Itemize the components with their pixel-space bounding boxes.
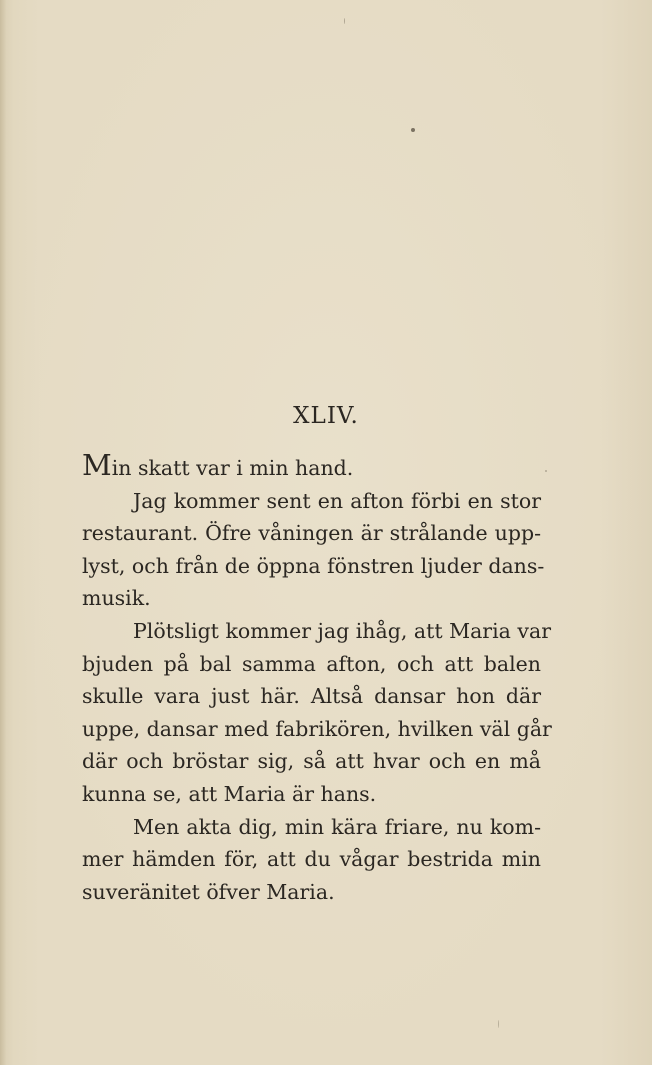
page-spine-edge — [0, 0, 6, 1065]
text-line: bjuden på bal samma afton, och att balen — [82, 651, 541, 676]
text-line: uppe, dansar med fabrikören, hvilken väl går — [82, 716, 552, 741]
paper-speck — [545, 470, 547, 472]
text-line: Jag kommer sent en afton förbi en stor — [133, 488, 541, 513]
text-line: lyst, och från de öppna fönstren ljuder dans- — [82, 553, 545, 578]
body-text — [82, 448, 552, 908]
text-line: musik. — [82, 586, 151, 611]
text-line: mer hämden för, att du vågar bestrida min — [82, 847, 541, 872]
text-line: Men akta dig, min kära friare, nu kom- — [133, 814, 541, 839]
text-line: kunna se, att Maria är hans. — [82, 781, 377, 806]
paper-speck — [498, 1020, 499, 1028]
text-line: restaurant. Öfre våningen är strålande upp- — [82, 521, 541, 546]
text-line: suveränitet öfver Maria. — [82, 879, 335, 904]
text-line: där och bröstar sig, så att hvar och en må — [82, 749, 541, 774]
text-line — [82, 448, 541, 485]
line-text: in skatt var i min hand. — [111, 456, 354, 480]
paper-speck — [411, 128, 415, 132]
drop-cap-letter: M — [82, 448, 112, 482]
chapter-heading: XLIV. — [293, 403, 359, 429]
paper-speck — [344, 18, 345, 24]
text-line: Plötsligt kommer jag ihåg, att Maria var — [133, 618, 552, 643]
text-line: skulle vara just här. Altså dansar hon där — [82, 684, 541, 709]
